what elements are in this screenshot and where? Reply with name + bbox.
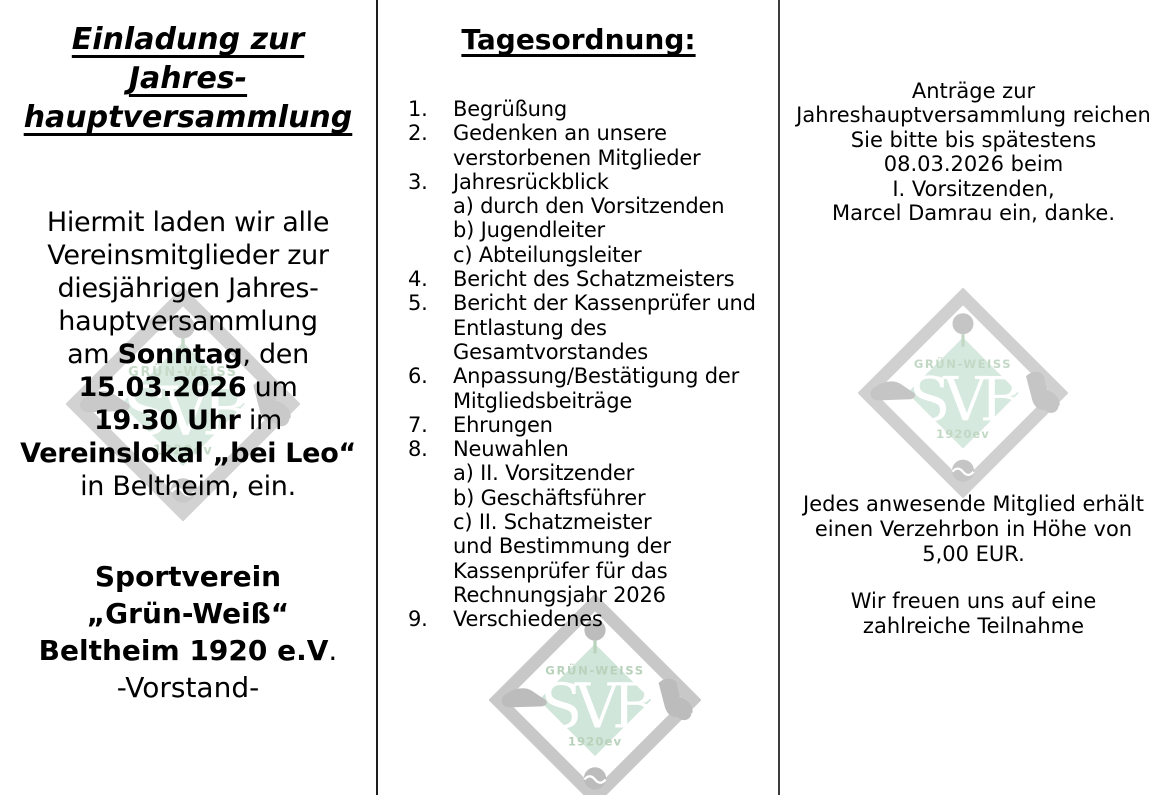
text-run: am: [67, 339, 118, 370]
agenda-row: [408, 510, 776, 534]
invitation-line: [4, 338, 372, 371]
agenda-item-text: b) Jugendleiter: [453, 218, 605, 243]
closing-line: zahlreiche Teilnahme: [862, 614, 1085, 638]
invitation-title: [4, 20, 372, 137]
invitation-line: [4, 239, 372, 272]
signature-line: [4, 558, 372, 595]
agenda-item-number: 8.: [408, 437, 428, 462]
agenda-item-number: 5.: [408, 291, 428, 316]
invitation-line: [4, 437, 372, 470]
voucher-line: 5,00 EUR.: [922, 542, 1025, 566]
agenda-item-text: a) II. Vorsitzender: [453, 461, 635, 486]
text-run: „Grün-Weiß“: [86, 597, 290, 630]
agenda-item-number: [408, 583, 453, 607]
agenda-item-number: 9.: [408, 607, 428, 632]
text-run: diesjährigen Jahres-: [57, 273, 319, 304]
notice-line: Jahreshauptversammlung reichen: [796, 103, 1151, 128]
column-divider-right: [778, 0, 780, 795]
agenda-row: [408, 121, 776, 145]
agenda-item-text: verstorbenen Mitglieder: [453, 145, 701, 170]
agenda-item-text: Jahresrückblick: [453, 169, 609, 194]
agenda-row: [408, 607, 776, 631]
agenda-item-text: Entlastung des: [453, 315, 607, 340]
agenda-item-text: Verschiedenes: [453, 607, 603, 632]
agenda-item-number: 7.: [408, 412, 428, 437]
invitation-title-line: Einladung zur: [71, 22, 305, 57]
agenda-row: [408, 389, 776, 413]
agenda-item-text: Ehrungen: [453, 412, 553, 437]
agenda-item-text: Mitgliedsbeiträge: [453, 388, 633, 413]
agenda-item-number: [408, 218, 453, 242]
agenda-item-text: Bericht des Schatzmeisters: [453, 267, 735, 292]
invitation-line: [4, 371, 372, 404]
agenda-item-text: Gedenken an unsere: [453, 121, 667, 146]
text-run: im: [240, 405, 283, 436]
agenda-row: [408, 170, 776, 194]
text-run: Vereinslokal „bei Leo“: [20, 438, 356, 469]
agenda-row: [408, 364, 776, 388]
agenda-item-number: [408, 146, 453, 170]
agenda-item-number: [408, 486, 453, 510]
agenda-item-text: und Bestimmung der: [453, 534, 671, 559]
agenda-item-number: [408, 534, 453, 558]
agenda-row: [408, 218, 776, 242]
agenda-item-text: Bericht der Kassenprüfer und: [453, 291, 756, 316]
agenda-list: [408, 97, 776, 632]
club-logo-watermark-right: [858, 288, 1068, 498]
agenda-item-number: [408, 559, 453, 583]
agenda-title: Tagesordnung:: [461, 23, 696, 56]
text-run: Beltheim 1920 e.V: [38, 634, 329, 667]
agenda-row: [408, 243, 776, 267]
agenda-item-text: c) Abteilungsleiter: [453, 242, 642, 267]
signature-line: [4, 669, 372, 706]
agenda-item-number: [408, 510, 453, 534]
invitation-line: [4, 470, 372, 503]
agenda-item-text: Begrüßung: [453, 97, 567, 121]
agenda-row: [408, 559, 776, 583]
agenda-row: [408, 316, 776, 340]
agenda-item-number: 1.: [408, 97, 428, 121]
text-run: hauptversammlung: [58, 306, 318, 337]
agenda-item-number: 2.: [408, 121, 428, 146]
agenda-row: [408, 194, 776, 218]
text-run: .: [328, 634, 338, 667]
agenda-item-number: [408, 340, 453, 364]
notice-line: 08.03.2026 beim: [883, 152, 1064, 177]
voucher-line: einen Verzehrbon in Höhe von: [814, 517, 1133, 541]
agenda-item-number: 4.: [408, 267, 428, 292]
agenda-item-number: 3.: [408, 169, 428, 194]
text-run: -Vorstand-: [116, 671, 260, 704]
agenda-item-number: 6.: [408, 364, 428, 389]
invitation-column: [4, 0, 372, 795]
column-divider-left: [376, 0, 378, 795]
closing-line: Wir freuen uns auf eine: [850, 589, 1097, 613]
invitation-title-line: Jahres-: [128, 61, 248, 96]
agenda-item-number: [408, 461, 453, 485]
agenda-row: [408, 267, 776, 291]
agenda-row: [408, 486, 776, 510]
agenda-row: [408, 534, 776, 558]
agenda-item-number: [408, 194, 453, 218]
motions-deadline-note: [782, 79, 1165, 225]
closing-note: [782, 589, 1165, 639]
text-run: Sonntag: [117, 339, 243, 370]
text-run: Sportverein: [94, 560, 282, 593]
invitation-line: [4, 305, 372, 338]
invitation-line: [4, 404, 372, 437]
notice-line: Marcel Damrau ein, danke.: [831, 201, 1116, 226]
text-run: in Beltheim, ein.: [80, 471, 296, 502]
agenda-row: [408, 97, 776, 121]
agenda-item-number: [408, 316, 453, 340]
agenda-row: [408, 146, 776, 170]
voucher-line: Jedes anwesende Mitglied erhält: [803, 492, 1144, 516]
agenda-row: [408, 583, 776, 607]
text-run: Hiermit laden wir alle: [46, 207, 330, 238]
agenda-row: [408, 437, 776, 461]
agenda-item-text: a) durch den Vorsitzenden: [453, 194, 725, 219]
text-run: Vereinsmitglieder zur: [47, 240, 329, 271]
invitation-line: [4, 272, 372, 305]
agenda-item-text: Anpassung/Bestätigung der: [453, 364, 740, 389]
invitation-text: [4, 206, 372, 503]
invitation-line: [4, 206, 372, 239]
signature-line: [4, 595, 372, 632]
agenda-row: [408, 340, 776, 364]
invitation-title-line: hauptversammlung: [23, 100, 353, 135]
agenda-item-number: [408, 389, 453, 413]
agenda-row: [408, 291, 776, 315]
agenda-item-text: Rechnungsjahr 2026: [453, 582, 666, 607]
text-run: 19.30 Uhr: [93, 405, 241, 436]
notice-line: Sie bitte bis spätestens: [850, 127, 1097, 152]
text-run: , den: [242, 339, 309, 370]
agenda-item-number: [408, 243, 453, 267]
agenda-row: [408, 461, 776, 485]
agenda-item-text: c) II. Schatzmeister: [453, 510, 652, 535]
agenda-item-text: Gesamtvorstandes: [453, 339, 648, 364]
agenda-item-text: Neuwahlen: [453, 437, 569, 462]
notice-line: Anträge zur: [911, 79, 1036, 103]
agenda-item-text: Kassenprüfer für das: [453, 558, 668, 583]
voucher-note: [782, 492, 1165, 567]
text-run: 15.03.2026: [78, 372, 247, 403]
agenda-item-text: b) Geschäftsführer: [453, 485, 646, 510]
text-run: um: [246, 372, 298, 403]
club-signature: [4, 558, 372, 706]
signature-line: [4, 632, 372, 669]
agenda-row: [408, 413, 776, 437]
notice-line: I. Vorsitzenden,: [892, 176, 1055, 201]
